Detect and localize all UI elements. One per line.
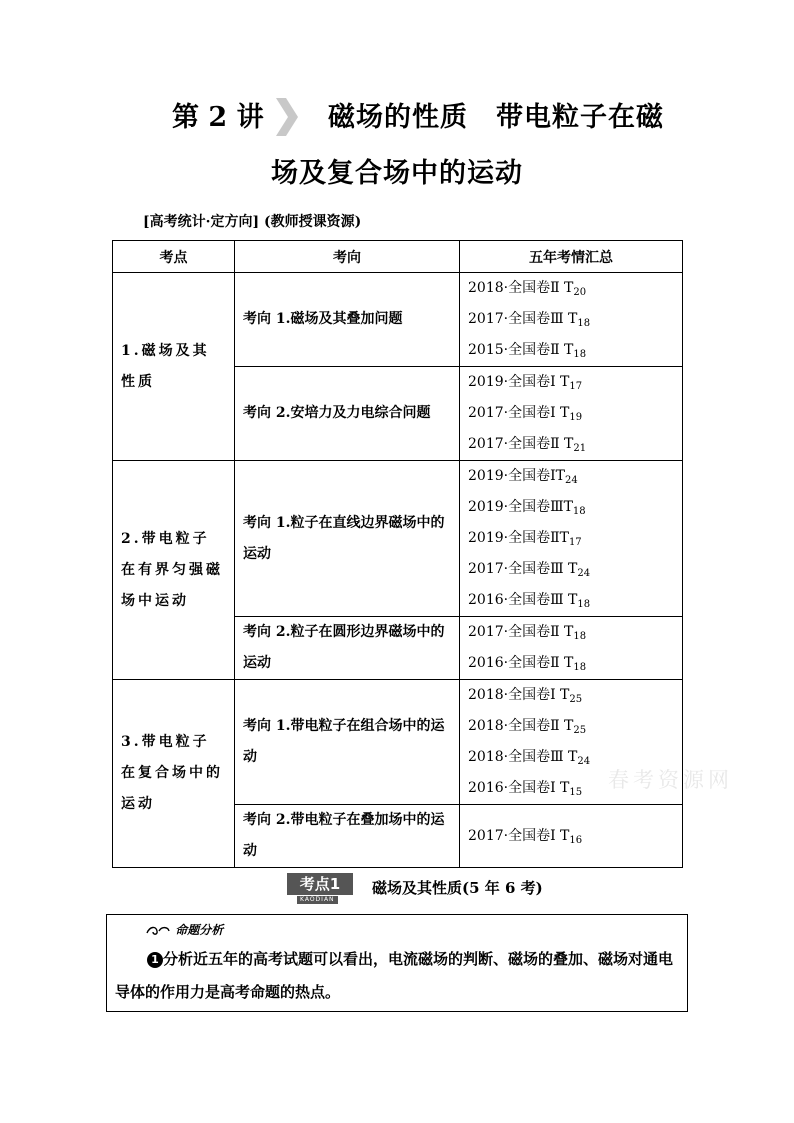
exam-year-entry (468, 821, 674, 852)
question-number: 16 (569, 834, 583, 846)
question-number: 24 (564, 475, 578, 486)
page-title-line-2: 场及复合场中的运动 (271, 158, 523, 189)
table-row (113, 273, 683, 367)
section-subtitle: [高考统计·定方向] (教师授课资源) (143, 214, 362, 230)
exam-year-text: 2018·全国卷Ⅰ T (468, 687, 570, 703)
exam-year-entry (468, 273, 674, 304)
exam-year-entry (468, 398, 674, 429)
question-number: 18 (573, 631, 587, 642)
analysis-text: 分析近五年的高考试题可以看出，电流磁场的判断、磁场的叠加、磁场对通电导体的作用力是高考命题的热点。 (115, 950, 674, 1001)
exam-year-text: 2017·全国卷Ⅰ T (468, 405, 570, 421)
years-cell (460, 617, 683, 680)
lecture-number: 第 2 讲 (172, 102, 264, 133)
exam-year-text: 2016·全国卷Ⅲ T (468, 592, 578, 608)
analysis-heading-label: 命题分析 (175, 923, 224, 937)
exam-year-entry (468, 335, 674, 366)
direction-cell: 考向 2.粒子在圆形边界磁场中的运动 (235, 617, 460, 680)
question-number: 17 (568, 537, 582, 548)
years-cell (460, 273, 683, 367)
exam-year-text: 2017·全国卷Ⅱ T (468, 436, 574, 452)
exam-year-entry (468, 617, 674, 648)
question-number: 17 (569, 381, 583, 392)
question-number: 20 (573, 287, 587, 298)
years-cell (460, 461, 683, 617)
exam-point-cell: 3.带电粒子在复合场中的运动 (113, 680, 235, 868)
analysis-paragraph (115, 943, 681, 1009)
exam-year-text: 2015·全国卷Ⅱ T (468, 342, 574, 358)
years-cell (460, 805, 683, 868)
watermark-text: 春考资源网 (608, 768, 733, 792)
header-cell: 考向 (235, 241, 460, 273)
direction-cell: 考向 1.粒子在直线边界磁场中的运动 (235, 461, 460, 617)
analysis-heading (145, 921, 223, 938)
chevron-right-icon (276, 98, 298, 136)
exam-year-entry (468, 429, 674, 460)
exam-year-entry (468, 523, 674, 554)
exam-year-entry (468, 492, 674, 523)
question-number: 25 (573, 725, 587, 736)
exam-year-entry (468, 367, 674, 398)
header-cell: 考点 (113, 241, 235, 273)
question-number: 18 (577, 318, 591, 329)
numbered-bullet-icon: 1 (147, 952, 163, 968)
table-header-row (113, 241, 683, 273)
exam-year-text: 2018·全国卷Ⅱ T (468, 280, 574, 296)
exam-year-text: 2019·全国卷ⅠT (468, 468, 565, 484)
kaodian-badge-sub: KAODIAN (297, 896, 338, 904)
exam-year-entry (468, 711, 674, 742)
direction-cell: 考向 2.带电粒子在叠加场中的运动 (235, 805, 460, 868)
exam-point-cell: 2.带电粒子在有界匀强磁场中运动 (113, 461, 235, 680)
exam-year-text: 2016·全国卷Ⅱ T (468, 655, 574, 671)
kaodian-badge-label: 考点1 (287, 873, 353, 895)
question-number: 18 (573, 349, 587, 360)
exam-year-text: 2019·全国卷ⅢT (468, 499, 573, 515)
question-number: 15 (569, 787, 583, 798)
exam-year-entry (468, 304, 674, 335)
direction-cell: 考向 1.带电粒子在组合场中的运动 (235, 680, 460, 805)
direction-cell: 考向 1.磁场及其叠加问题 (235, 273, 460, 367)
question-number: 18 (577, 599, 591, 610)
direction-cell: 考向 2.安培力及力电综合问题 (235, 367, 460, 461)
question-number: 25 (569, 694, 583, 705)
question-number: 19 (569, 412, 583, 423)
header-cell: 五年考情汇总 (460, 241, 683, 273)
exam-year-text: 2019·全国卷Ⅰ T (468, 374, 570, 390)
analysis-box (106, 914, 688, 1012)
decorative-swirl-icon (145, 925, 171, 937)
table-row (113, 680, 683, 805)
table-row (113, 461, 683, 617)
question-number: 24 (577, 568, 591, 579)
exam-statistics-table (112, 240, 683, 868)
question-number: 18 (572, 506, 586, 517)
title-line-1 (0, 96, 794, 140)
exam-year-text: 2017·全国卷Ⅲ T (468, 311, 578, 327)
page-title-line-1: 磁场的性质 带电粒子在磁 (328, 102, 664, 133)
kaodian-title: 磁场及其性质(5 年 6 考) (372, 879, 543, 897)
question-number: 18 (573, 662, 587, 673)
exam-year-entry (468, 461, 674, 492)
exam-year-text: 2017·全国卷Ⅲ T (468, 561, 578, 577)
question-number: 24 (577, 756, 591, 767)
exam-year-entry (468, 554, 674, 585)
exam-year-entry (468, 648, 674, 679)
exam-year-text: 2018·全国卷Ⅲ T (468, 749, 578, 765)
question-number: 21 (573, 443, 587, 454)
exam-year-text: 2016·全国卷Ⅰ T (468, 780, 570, 796)
exam-point-cell: 1.磁场及其性质 (113, 273, 235, 461)
exam-year-text: 2019·全国卷ⅡT (468, 530, 569, 546)
table-body (113, 273, 683, 868)
years-cell (460, 367, 683, 461)
exam-year-entry (468, 680, 674, 711)
kaodian-badge (287, 873, 357, 905)
exam-year-text: 2018·全国卷Ⅱ T (468, 718, 574, 734)
exam-year-entry (468, 585, 674, 616)
exam-year-text: 2017·全国卷Ⅰ T (468, 827, 570, 844)
exam-year-text: 2017·全国卷Ⅱ T (468, 624, 574, 640)
